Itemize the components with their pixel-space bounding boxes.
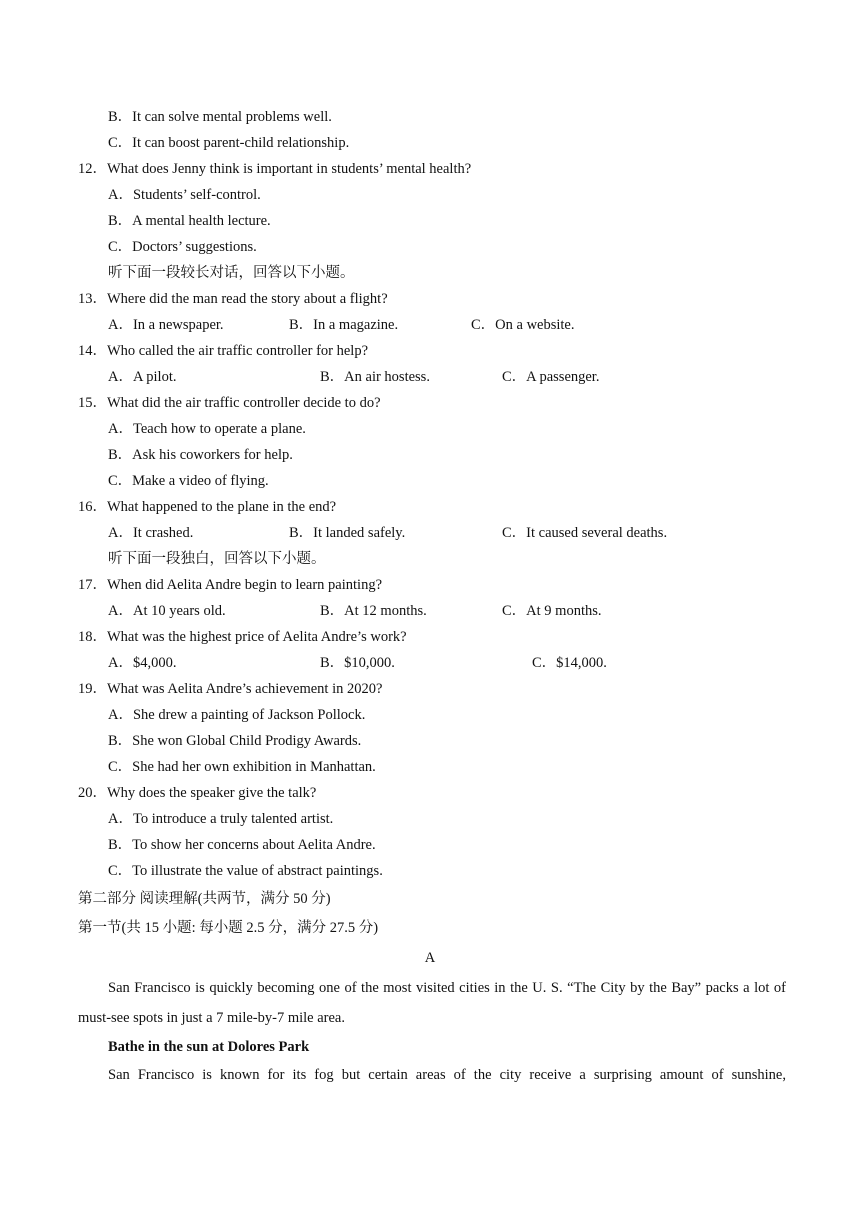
question-text: 20．Why does the speaker give the talk? <box>78 785 317 801</box>
option-a: A．In a newspaper. <box>108 317 224 333</box>
option-b: B．An air hostess. <box>320 369 430 385</box>
option-a: A．It crashed. <box>108 525 194 541</box>
paragraph-text: San Francisco is known for its fog but certain areas of the city receive a surprising amount of sunshine, <box>108 1067 786 1083</box>
option-a: A．At 10 years old. <box>108 603 226 619</box>
option-text: B．Ask his coworkers for help. <box>108 447 293 463</box>
question-text: 19．What was Aelita Andre’s achievement in 2020? <box>78 681 383 697</box>
question-text: 18．What was the highest price of Aelita Andre’s work? <box>78 629 407 645</box>
question-text: 16．What happened to the plane in the end? <box>78 499 337 515</box>
option-text: B．She won Global Child Prodigy Awards. <box>108 733 362 749</box>
option-c: C．It caused several deaths. <box>502 525 668 541</box>
option-c: C．On a website. <box>471 317 575 333</box>
question-text: 14．Who called the air traffic controller for help? <box>78 343 369 359</box>
paragraph-text: San Francisco is quickly becoming one of the most visited cities in the U. S. “The City by the Bay” packs a lot of must-see spots in just a 7 mile-by-7 mile area. <box>78 980 786 1026</box>
option-b: B．$10,000. <box>320 655 395 671</box>
option-text: C．Doctors’ suggestions. <box>108 239 257 255</box>
option-b: B．It landed safely. <box>289 525 406 541</box>
subheading-text: Bathe in the sun at Dolores Park <box>108 1039 310 1055</box>
option-text: C．Make a video of flying. <box>108 473 269 489</box>
passage-paragraph-1 <box>78 973 786 1033</box>
option-c: C．A passenger. <box>502 369 600 385</box>
option-text: A．She drew a painting of Jackson Pollock. <box>108 707 366 723</box>
question-text: 15．What did the air traffic controller decide to do? <box>78 395 381 411</box>
heading-text: 第二部分 阅读理解(共两节，满分 50 分) <box>78 891 331 907</box>
option-text: B．It can solve mental problems well. <box>108 109 332 125</box>
option-a: A．A pilot. <box>108 369 177 385</box>
option-a: A．$4,000. <box>108 655 177 671</box>
option-c: C．$14,000. <box>532 655 607 671</box>
question-text: 12．What does Jenny think is important in students’ mental health? <box>78 161 472 177</box>
option-text: B．To show her concerns about Aelita Andre. <box>108 837 376 853</box>
passage-label: A <box>424 950 436 966</box>
option-text: C．It can boost parent-child relationship. <box>108 135 350 151</box>
option-b: B．At 12 months. <box>320 603 427 619</box>
instruction-text: 听下面一段较长对话，回答以下小题。 <box>108 265 355 281</box>
option-text: A．To introduce a truly talented artist. <box>108 811 334 827</box>
option-text: B．A mental health lecture. <box>108 213 271 229</box>
option-text: A．Students’ self-control. <box>108 187 261 203</box>
option-c: C．At 9 months. <box>502 603 602 619</box>
instruction-text: 听下面一段独白，回答以下小题。 <box>108 551 326 567</box>
question-text: 17．When did Aelita Andre begin to learn painting? <box>78 577 383 593</box>
heading-text: 第一节(共 15 小题: 每小题 2.5 分，满分 27.5 分) <box>78 920 379 936</box>
passage-paragraph-2 <box>78 1060 786 1090</box>
option-text: C．She had her own exhibition in Manhattan. <box>108 759 376 775</box>
option-b: B．In a magazine. <box>289 317 399 333</box>
option-text: C．To illustrate the value of abstract paintings. <box>108 863 383 879</box>
option-text: A．Teach how to operate a plane. <box>108 421 306 437</box>
question-text: 13．Where did the man read the story about a flight? <box>78 291 388 307</box>
